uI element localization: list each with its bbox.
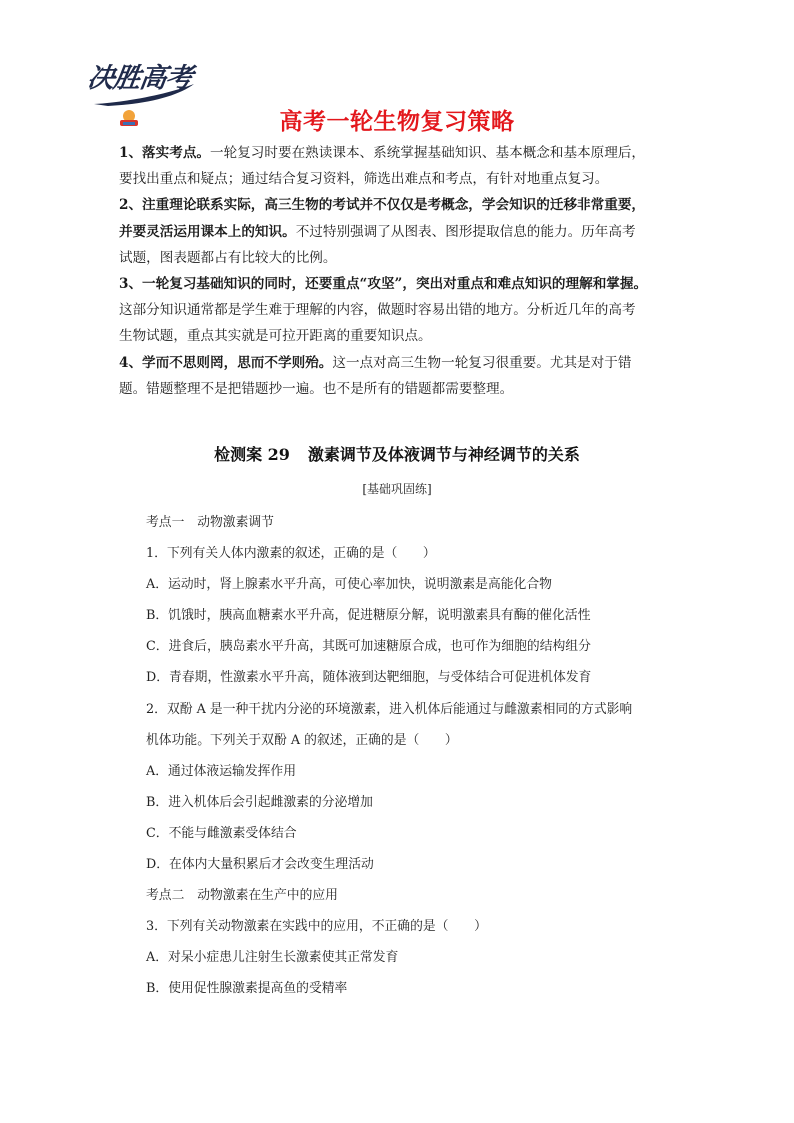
question-stem: 3．下列有关动物激素在实践中的应用，不正确的是（ ） — [146, 919, 487, 934]
topic-heading: 考点二 动物激素在生产中的应用 — [146, 888, 338, 903]
section-tag: [基础巩固练] — [362, 482, 432, 496]
question-stem: 2．双酚 A 是一种干扰内分泌的环境激素，进入机体后能通过与雌激素相同的方式影响 — [146, 702, 633, 717]
strategy-line: 1、落实考点。一轮复习时要在熟读课本、系统掌握基础知识、基本概念和基本原理后， — [119, 145, 646, 161]
strategy-line: 3、一轮复习基础知识的同时，还要重点“攻坚”，突出对重点和难点知识的理解和掌握。 — [119, 276, 648, 293]
topic-heading: 考点一 动物激素调节 — [146, 515, 274, 530]
test-name: 激素调节及体液调节与神经调节的关系 — [307, 445, 580, 464]
answer-option: B．进入机体后会引起雌激素的分泌增加 — [146, 795, 373, 810]
logo-text: 决胜高考 — [85, 63, 194, 94]
test-title — [0, 442, 794, 465]
strategy-line: 4、学而不思则罔，思而不学则殆。这一点对高三生物一轮复习很重要。尤其是对于错 — [119, 354, 632, 371]
answer-option: C．不能与雌激素受体结合 — [146, 826, 297, 841]
answer-option: A．对呆小症患儿注射生长激素使其正常发育 — [146, 950, 399, 965]
answer-option: A．通过体液运输发挥作用 — [146, 764, 297, 779]
strategy-section — [119, 140, 691, 402]
test-number: 检测案 29 — [214, 445, 290, 464]
strategy-line: 题。错题整理不是把错题抄一遍。也不是所有的错题都需要整理。 — [119, 380, 514, 397]
strategy-line: 要找出重点和疑点；通过结合复习资料，筛选出难点和考点，有针对地重点复习。 — [119, 171, 609, 188]
strategy-line: 生物试题，重点其实就是可拉开距离的重要知识点。 — [119, 328, 432, 345]
strategy-line: 2、注重理论联系实际，高三生物的考试并不仅仅是考概念，学会知识的迁移非常重要， — [119, 197, 646, 214]
question-stem: 1．下列有关人体内激素的叙述，正确的是（ ） — [146, 546, 436, 561]
answer-option: D．在体内大量积累后才会改变生理活动 — [146, 857, 374, 872]
answer-option: A．运动时，肾上腺素水平升高，可使心率加快，说明激素是高能化合物 — [146, 577, 552, 592]
answer-option: B．饥饿时，胰高血糖素水平升高，促进糖原分解，说明激素具有酶的催化活性 — [146, 608, 591, 623]
answer-option: B．使用促性腺激素提高鱼的受精率 — [146, 981, 348, 996]
page-title: 高考一轮生物复习策略 — [279, 109, 515, 135]
answer-option: D．青春期，性激素水平升高，随体液到达靶细胞，与受体结合可促进机体发育 — [146, 670, 592, 685]
strategy-line: 这部分知识通常都是学生难于理解的内容，做题时容易出错的地方。分析近几年的高考 — [119, 302, 636, 319]
question-stem-cont: 机体功能。下列关于双酚 A 的叙述，正确的是（ ） — [146, 733, 458, 748]
answer-option: C．进食后，胰岛素水平升高，其既可加速糖原合成，也可作为细胞的结构组分 — [146, 639, 591, 654]
strategy-line: 试题，图表题都占有比较大的比例。 — [119, 249, 337, 266]
strategy-line: 并要灵活运用课本上的知识。不过特别强调了从图表、图形提取信息的能力。历年高考 — [119, 223, 636, 240]
